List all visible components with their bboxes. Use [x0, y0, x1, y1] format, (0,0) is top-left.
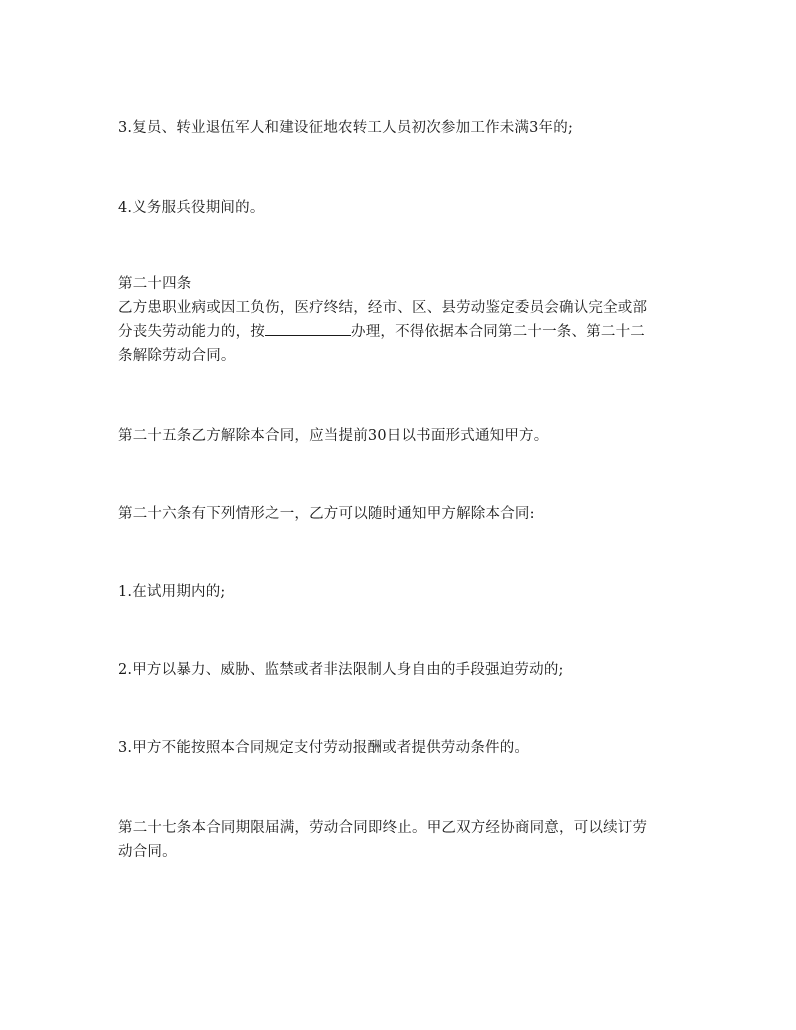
paragraph-text: 3.复员、转业退伍军人和建设征地农转工人员初次参加工作未满3年的; — [118, 120, 574, 136]
paragraph-item-4-military-service — [118, 196, 688, 220]
paragraph-text: 1.在试用期内的; — [118, 584, 226, 600]
article-24-line-2-end: 办理，不得依据本合同第二十一条、第二十二 — [351, 324, 645, 340]
list-item-1-probation — [118, 580, 688, 604]
paragraph-text: 2.甲方以暴力、威胁、监禁或者非法限制人身自由的手段强迫劳动的; — [118, 662, 564, 678]
paragraph-text: 3.甲方不能按照本合同规定支付劳动报酬或者提供劳动条件的。 — [118, 740, 530, 756]
paragraph-text: 4.义务服兵役期间的。 — [118, 200, 265, 216]
fill-in-blank — [265, 321, 351, 336]
article-24-title: 第二十四条 — [118, 276, 192, 292]
article-24-line-2 — [118, 320, 688, 344]
article-24-line-1: 乙方患职业病或因工负伤，医疗终结，经市、区、县劳动鉴定委员会确认完全或部 — [118, 300, 648, 316]
article-27-line-2: 动合同。 — [118, 844, 177, 860]
article-24-line-3: 条解除劳动合同。 — [118, 348, 236, 364]
list-item-3-payment-conditions — [118, 736, 688, 760]
paragraph-text: 第二十五条乙方解除本合同，应当提前30日以书面形式通知甲方。 — [118, 428, 549, 444]
article-27-line-1: 第二十七条本合同期限届满，劳动合同即终止。甲乙双方经协商同意，可以续订劳 — [118, 820, 648, 836]
article-26 — [118, 502, 688, 526]
list-item-2-forced-labor — [118, 658, 688, 682]
article-24-line-2-start: 分丧失劳动能力的，按 — [118, 324, 265, 340]
article-27 — [118, 816, 688, 864]
article-24 — [118, 272, 688, 368]
paragraph-text: 第二十六条有下列情形之一，乙方可以随时通知甲方解除本合同: — [118, 506, 535, 522]
paragraph-item-3-veterans — [118, 116, 688, 140]
article-25 — [118, 424, 688, 448]
